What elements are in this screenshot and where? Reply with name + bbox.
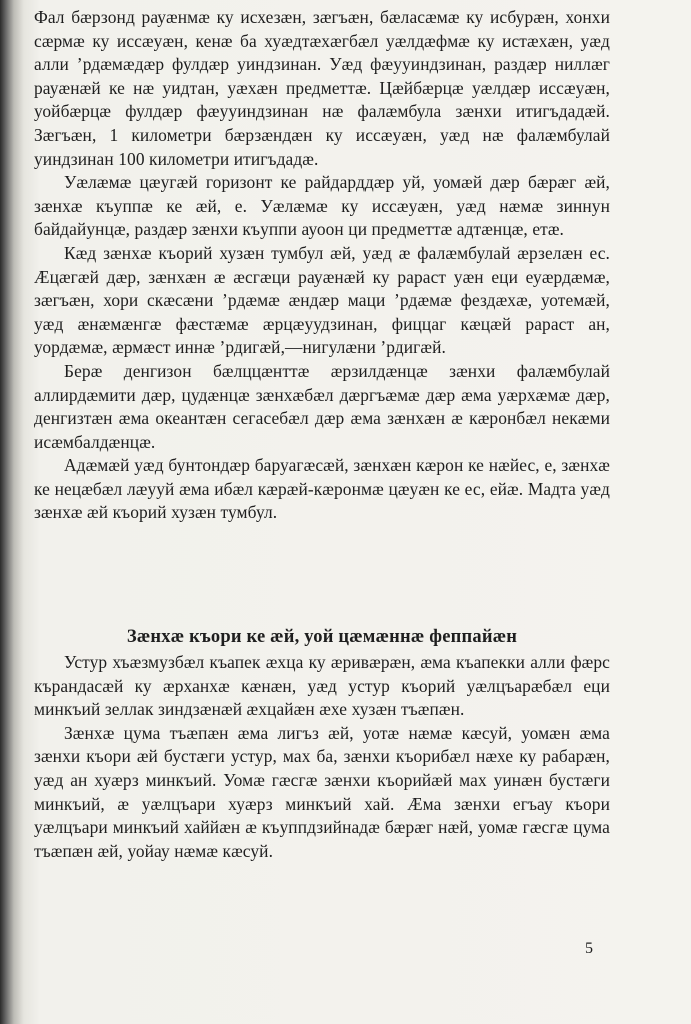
paragraph: Зæнхæ цума тъæпæн æма лигъз æй, уотæ нæмæ кæсуй, уомæн æма зæнхи къори æй бустæги устур, мах ба, зæнхи къорибæл нæхе ку рабарæн, уæд ан хуæрз минкъий. Уомæ гæсгæ зæнхи къорийæй мах уинæн бустæги минкъий, æ уæлцъари хуæрз минкъий хай. Æма зæнхи егъау къори уæлцъари минкъий хаййæн æ къуппдзийнадæ бæрæг нæй, уомæ гæсгæ цума тъæпæн æй, уойау нæмæ кæсуй. bbox=[34, 722, 610, 861]
paragraph: Адæмæй уæд бунтондæр баруагæсæй, зæнхæн кæрон ке нæйес, е, зæнхæ ке нецæбæл лæууй æма ибæл кæрæй-кæронмæ цæуæн ке ес, ейæ. Мадта уæд зæнхæ æй къорий хузæн тумбул. bbox=[34, 455, 610, 523]
section-heading: Зæнхæ къори ке æй, уой цæмæннæ феппайæн bbox=[126, 627, 518, 647]
paragraph: Уæлæмæ цæугæй горизонт ке райдарддæр уй, уомæй дæр бæрæг æй, зæнхæ къуппæ ке æй, е. Уæлæмæ ку иссæуæн, уæд нæмæ зиннун байдайунцæ, раздæр зæнхи къуппи ауоон ци предметтæ адтæнцæ, етæ. bbox=[34, 172, 610, 240]
paragraph: Берæ денгизон бæлццæнттæ æрзилдæнцæ зæнхи фалæмбулай аллирдæмити дæр, цудæнцæ зæнхæбæл дæргъæмæ дæр æма уæрхæмæ дæр, денгизтæн æма океантæн сегасебæл дæр æма зæнхæн æ кæронбæл некæми исæмбалдæнцæ. bbox=[34, 360, 610, 452]
page-number: 5 bbox=[585, 940, 593, 957]
text-block-top bbox=[34, 6, 610, 525]
paragraph: Фал бæрзонд рауæнмæ ку исхезæн, зæгъæн, бæласæмæ ку исбурæн, хонхи сæрмæ ку иссæуæн, кенæ ба хуæдтæхæгбæл уæлдæфмæ ку истæхæн, уæд алли ’рдæмæдæр фулдæр уиндзинан. Уæд фæууиндзинан, раздæр ниллæг рауæнæй ке нæ уидтан, уæхæн предметтæ. Цæйбæрцæ уæлдæр иссæуæн, уойбæрцæ фулдæр фæууиндзинан нæ фалæмбула зæнхи итигъдадæй. Зæгъæн, 1 километри бæрзæндæн ку иссæуæн, уæд нæ фалæмбулай уиндзинан 100 километри итигъдадæ. bbox=[34, 7, 610, 169]
paragraph: Устур хъæзмузбæл къапек æхца ку æривæрæн, æма къапекки алли фæрс кърандасæй ку æрханхæ кæнæн, уæд устур къорий уæлцъарæбæл еци минкъий зеллак зиндзæнæй æхцайæн æхе хузæн тъæпæн. bbox=[34, 652, 610, 720]
paragraph: Кæд зæнхæ къорий хузæн тумбул æй, уæд æ фалæмбулай æрзелæн ес. Æцæгæй дæр, зæнхæн æ æсгæци рауæнæй ку рараст уæн еци еуæрдæмæ, зæгъæн, хори скæсæни ’рдæмæ æндæр маци ’рдæмæ фездæхæ, уотемæй, уæд æнæмæнгæ фæстæмæ æрцæуудзинан, фиццаг кæцæй рараст ан, уордæмæ, æрмæст иннæ ’рдигæй,—нигулæни ’рдигæй. bbox=[34, 242, 610, 358]
text-block-bottom bbox=[34, 651, 610, 863]
